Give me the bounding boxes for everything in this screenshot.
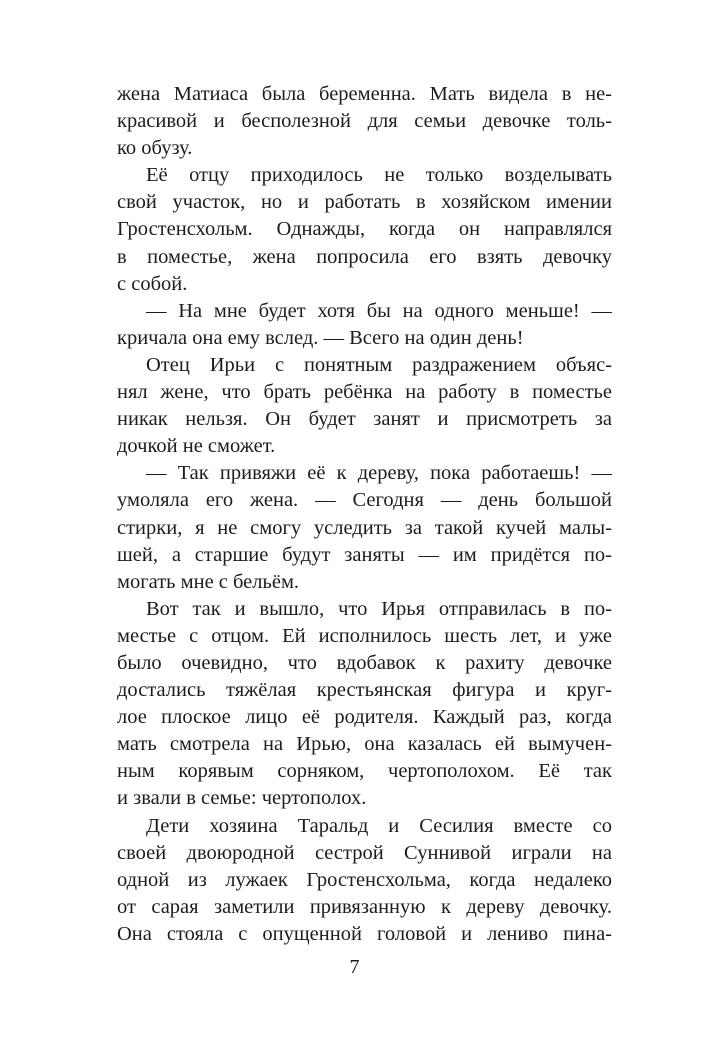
- text-line: местье с отцом. Ей исполнилось шесть лет, и уже: [117, 624, 612, 647]
- text-line: ным корявым сорняком, чертополохом. Её так: [117, 760, 612, 783]
- text-line: свой участок, но и работать в хозяйском имении: [117, 191, 612, 214]
- text-line: в поместье, жена попросила его взять девочку: [117, 245, 612, 268]
- text-line: одной из лужаек Гростенсхольма, когда недалеко: [117, 868, 612, 891]
- page-number: 7: [349, 956, 360, 978]
- text-line: Её отцу приходилось не только возделывать: [146, 164, 612, 187]
- text-line: было очевидно, что вдобавок к рахиту девочке: [117, 651, 612, 674]
- text-line: дочкой не сможет.: [117, 435, 276, 458]
- text-line: своей двоюродной сестрой Суннивой играли на: [117, 841, 612, 864]
- text-line: красивой и бесполезной для семьи девочке толь-: [117, 110, 612, 133]
- text-line: Отец Ирьи с понятным раздражением объяс-: [146, 353, 612, 376]
- text-line: ко обузу.: [117, 137, 193, 160]
- text-line: могать мне с бельём.: [117, 570, 300, 593]
- body-text: [117, 81, 612, 948]
- text-line: Гростенсхольм. Однажды, когда он направлялся: [117, 218, 612, 241]
- text-line: мать смотрела на Ирью, она казалась ей вымучен-: [117, 733, 612, 756]
- text-line: Вот так и вышло, что Ирья отправилась в по-: [146, 597, 612, 620]
- text-line: никак нельзя. Он будет занят и присмотреть за: [117, 408, 612, 431]
- text-line: достались тяжёлая крестьянская фигура и круг-: [117, 679, 612, 702]
- text-line: с собой.: [117, 272, 188, 295]
- text-line: от сарая заметили привязанную к дереву девочку.: [117, 895, 612, 918]
- text-line: Она стояла с опущенной головой и лениво пина-: [117, 922, 612, 945]
- text-line: жена Матиаса была беременна. Мать видела в не-: [117, 83, 612, 105]
- text-line: нял жене, что брать ребёнка на работу в поместье: [117, 381, 612, 404]
- text-line: — Так привяжи её к дереву, пока работаешь! —: [146, 462, 612, 485]
- text-line: лое плоское лицо её родителя. Каждый раз, когда: [117, 706, 612, 729]
- text-line: Дети хозяина Таральд и Сесилия вместе со: [146, 814, 612, 837]
- text-line: — На мне будет хотя бы на одного меньше! —: [146, 299, 612, 322]
- text-line: шей, а старшие будут заняты — им придётся по-: [117, 543, 612, 566]
- text-line: кричала она ему вслед. — Всего на один день!: [117, 326, 524, 349]
- text-line: стирки, я не смогу уследить за такой кучей малы-: [117, 516, 612, 539]
- text-line: и звали в семье: чертополох.: [117, 787, 367, 810]
- text-line: умоляла его жена. — Сегодня — день большой: [117, 489, 612, 512]
